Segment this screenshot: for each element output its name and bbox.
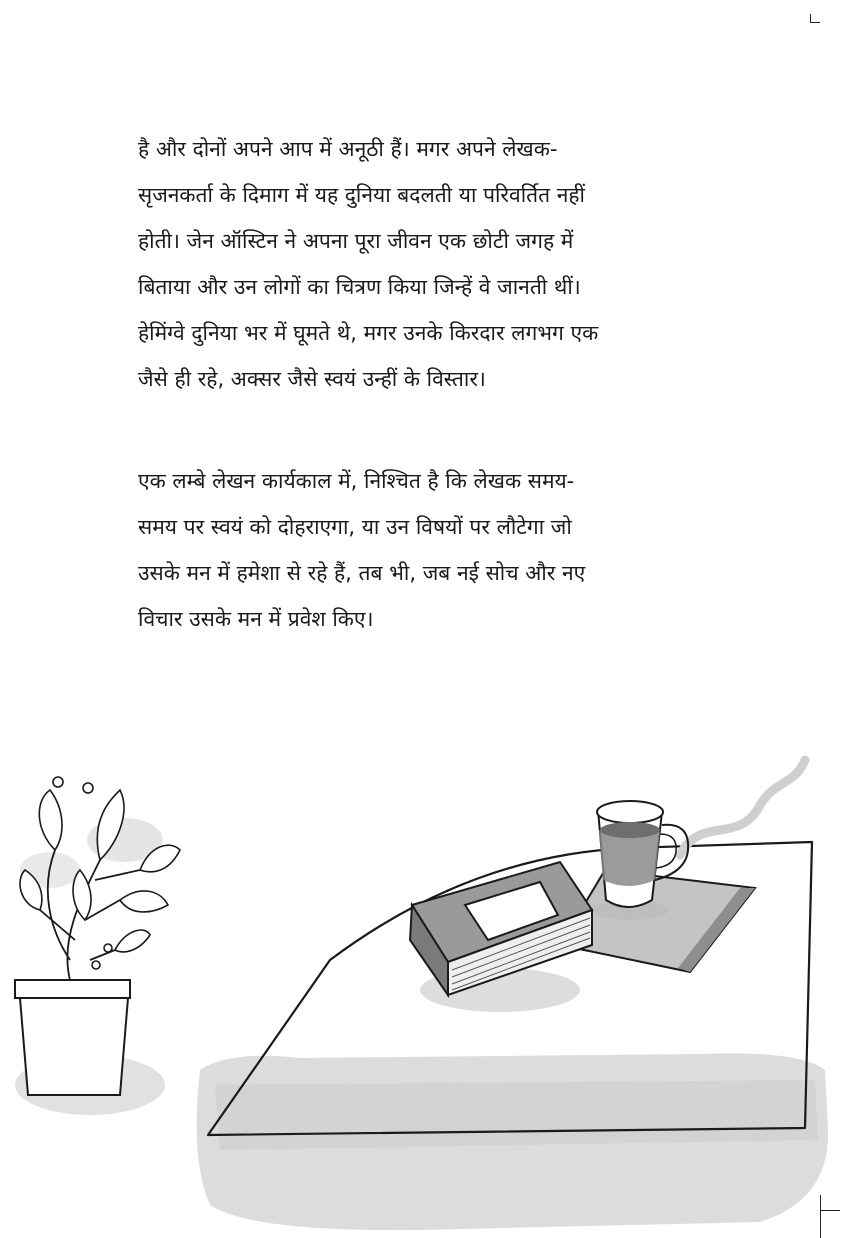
text-line: समय पर स्वयं को दोहराएगा, या उन विषयों पर लौटेगा जो [138,515,572,539]
watercolor-wash [15,818,828,1230]
text-line: हेमिंग्वे दुनिया भर में घूमते थे, मगर उनके किरदार लगभग एक [138,321,599,345]
text-line: एक लम्बे लेखन कार्यकाल में, निश्चित है कि लेखक समय- [138,469,575,493]
paragraph-2 [138,458,698,642]
paragraph-1 [138,126,698,402]
book-icon [410,862,592,995]
potted-plant-icon [15,777,180,1095]
text-line: बिताया और उन लोगों का चित्रण किया जिन्हें वे जानती थीं। [138,275,581,299]
text-line: होती। जेन ऑस्टिन ने अपना पूरा जीवन एक छोटी जगह में [138,229,574,253]
text-line: विचार उसके मन में प्रवेश किए। [138,607,374,631]
crop-mark-top-right-vertical [810,14,811,23]
steam [680,760,805,855]
crop-mark-top-right [810,22,820,23]
text-line: उसके मन में हमेशा से रहे हैं, तब भी, जब नई सोच और नए [138,561,586,585]
text-line: जैसे ही रहे, अक्सर जैसे स्वयं उन्हीं के विस्तार। [138,367,486,391]
text-line: सृजनकर्ता के दिमाग में यह दुनिया बदलती या परिवर्तित नहीं [138,183,586,207]
text-line: है और दोनों अपने आप में अनूठी हैं। मगर अपने लेखक- [138,137,558,161]
table-scene-illustration [0,740,848,1238]
